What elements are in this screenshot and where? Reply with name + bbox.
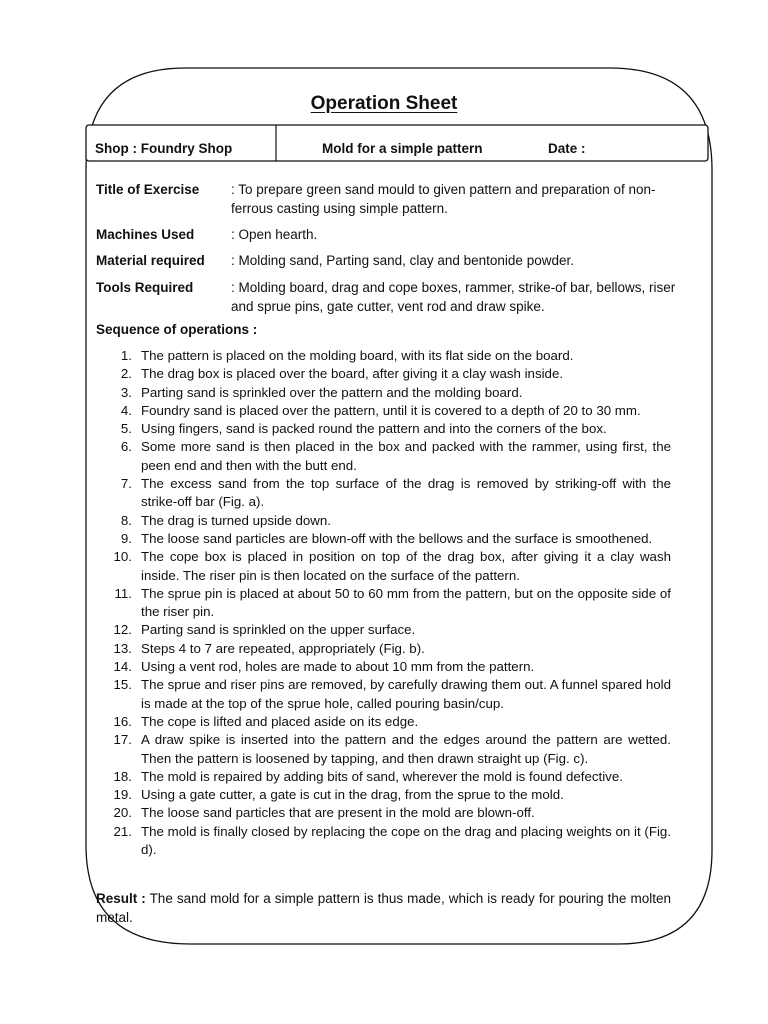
step-text: Steps 4 to 7 are repeated, appropriately (Fig. b). bbox=[141, 640, 425, 656]
step-number: 5. bbox=[120, 421, 132, 437]
step-number: 20. bbox=[113, 805, 132, 821]
step-number: 14. bbox=[113, 659, 132, 675]
job-cell: Mold for a simple pattern bbox=[322, 141, 483, 156]
step-text: Using a vent rod, holes are made to about 10 mm from the pattern. bbox=[141, 659, 535, 675]
step-number: 18. bbox=[113, 768, 132, 784]
step-text: Parting sand is sprinkled over the pattern and the molding board. bbox=[141, 384, 523, 400]
list-item bbox=[96, 640, 671, 658]
list-item bbox=[96, 384, 671, 402]
date-cell: Date : bbox=[548, 141, 586, 156]
step-number: 11. bbox=[114, 585, 132, 601]
step-number: 15. bbox=[113, 677, 132, 693]
step-number: 10. bbox=[113, 549, 132, 565]
shop-cell: Shop : Foundry Shop bbox=[95, 141, 233, 156]
result-text: The sand mold for a simple pattern is thus made, which is ready for pouring the molten metal. bbox=[96, 891, 671, 925]
step-number: 9. bbox=[120, 530, 132, 546]
step-text: Foundry sand is placed over the pattern, until it is covered to a depth of 20 to 30 mm. bbox=[141, 402, 641, 418]
step-text: The sprue and riser pins are removed, by carefully drawing them out. A funnel spared hold is made at the top of the sprue hole, called pouring basin/cup. bbox=[141, 677, 671, 711]
step-number: 4. bbox=[120, 402, 132, 418]
step-text: The drag is turned upside down. bbox=[141, 512, 331, 528]
field-value: : Open hearth. bbox=[231, 227, 318, 242]
sequence-heading: Sequence of operations : bbox=[96, 322, 258, 337]
field-value: : To prepare green sand mould to given pattern and preparation of non-ferrous casting using simple pattern. bbox=[231, 182, 656, 216]
field-label: Material required bbox=[96, 253, 205, 268]
list-item bbox=[96, 548, 671, 585]
field-value: : Molding board, drag and cope boxes, rammer, strike-of bar, bellows, riser and sprue pins, gate cutter, vent rod and draw spike. bbox=[231, 280, 676, 314]
field-label: Machines Used bbox=[96, 227, 195, 242]
step-number: 2. bbox=[120, 366, 132, 382]
step-text: The cope box is placed in position on top of the drag box, after giving it a clay wash inside. The riser pin is then located on the surface of the pattern. bbox=[141, 549, 671, 583]
step-number: 6. bbox=[120, 439, 132, 455]
list-item bbox=[96, 658, 671, 676]
step-number: 12. bbox=[113, 622, 132, 638]
steps-list bbox=[96, 347, 671, 859]
step-text: Parting sand is sprinkled on the upper surface. bbox=[141, 622, 416, 638]
step-number: 3. bbox=[120, 384, 132, 400]
step-number: 16. bbox=[113, 713, 132, 729]
step-text: The drag box is placed over the board, after giving it a clay wash inside. bbox=[141, 366, 564, 382]
step-number: 13. bbox=[113, 640, 132, 656]
result-paragraph bbox=[96, 889, 671, 927]
result-label: Result : bbox=[96, 891, 146, 906]
list-item bbox=[96, 365, 671, 383]
list-item bbox=[96, 804, 671, 822]
list-item bbox=[96, 585, 671, 622]
step-text: The loose sand particles that are present in the mold are blown-off. bbox=[141, 805, 535, 821]
list-item bbox=[96, 512, 671, 530]
list-item bbox=[96, 402, 671, 420]
step-text: The pattern is placed on the molding board, with its flat side on the board. bbox=[141, 348, 574, 363]
step-text: The excess sand from the top surface of the drag is removed by striking-off with the strike-off bar (Fig. a). bbox=[141, 476, 671, 510]
field-label: Tools Required bbox=[96, 280, 194, 295]
step-text: The sprue pin is placed at about 50 to 60 mm from the pattern, but on the opposite side of the riser pin. bbox=[141, 585, 671, 620]
list-item bbox=[96, 768, 671, 786]
step-text: The cope is lifted and placed aside on its edge. bbox=[141, 713, 419, 729]
step-number: 21. bbox=[113, 823, 132, 839]
step-text: The loose sand particles are blown-off with the bellows and the surface is smoothened. bbox=[141, 530, 653, 546]
step-text: Using a gate cutter, a gate is cut in the drag, from the sprue to the mold. bbox=[141, 787, 564, 803]
step-text: The mold is repaired by adding bits of sand, wherever the mold is found defective. bbox=[141, 768, 623, 784]
page-title: Operation Sheet bbox=[310, 93, 458, 114]
step-text: Using fingers, sand is packed round the pattern and into the corners of the box. bbox=[141, 421, 607, 437]
list-item bbox=[96, 420, 671, 438]
list-item bbox=[96, 621, 671, 639]
list-item bbox=[96, 823, 671, 860]
step-text: Some more sand is then placed in the box and packed with the rammer, using first, the peen end and then with the butt end. bbox=[141, 439, 671, 473]
list-item bbox=[96, 676, 671, 713]
step-text: The mold is finally closed by replacing the cope on the drag and placing weights on it (Fig. d). bbox=[141, 823, 671, 858]
step-number: 1. bbox=[120, 348, 132, 363]
list-item bbox=[96, 786, 671, 804]
list-item bbox=[96, 713, 671, 731]
step-number: 8. bbox=[120, 512, 132, 528]
list-item bbox=[96, 530, 671, 548]
field-label: Title of Exercise bbox=[96, 182, 200, 197]
list-item bbox=[96, 731, 671, 768]
step-number: 19. bbox=[113, 787, 132, 803]
step-text: A draw spike is inserted into the pattern and the edges around the pattern are wetted. Then the pattern is loosened by tapping, and then drawn straight up (Fig. c). bbox=[141, 732, 671, 766]
step-number: 17. bbox=[113, 732, 132, 748]
step-number: 7. bbox=[120, 476, 132, 492]
list-item bbox=[96, 347, 671, 365]
field-value: : Molding sand, Parting sand, clay and bentonide powder. bbox=[231, 253, 574, 268]
list-item bbox=[96, 475, 671, 512]
list-item bbox=[96, 438, 671, 475]
